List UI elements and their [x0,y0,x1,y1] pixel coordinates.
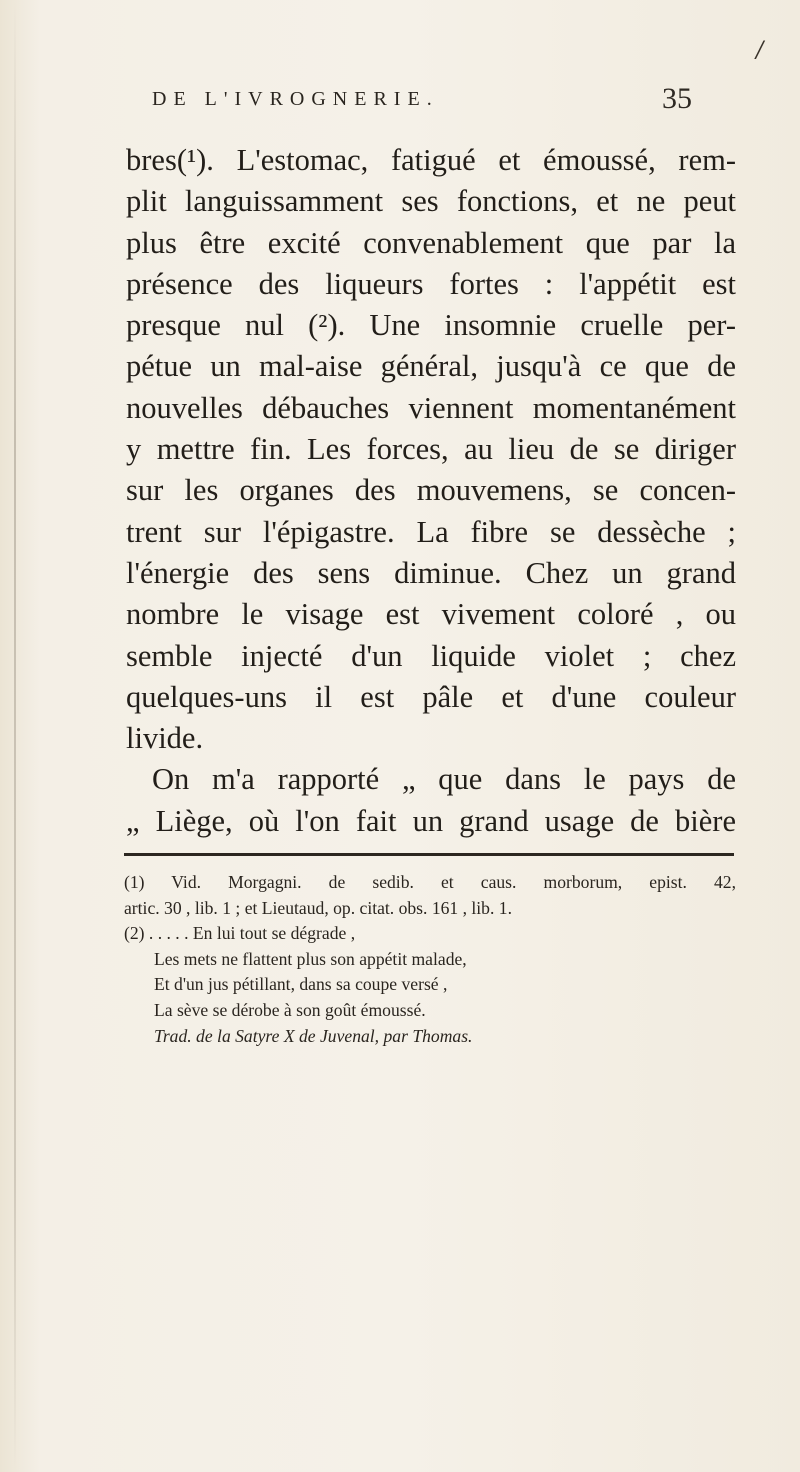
footnote-verse-line: La sève se dérobe à son goût émoussé. [154,999,426,1020]
footnote-verse-line: Et d'un jus pétillant, dans sa coupe versé , [154,974,448,995]
body-line: y mettre fin. Les forces, au lieu de se diriger [126,432,736,467]
corner-mark: / [756,38,764,63]
page-number: 35 [662,82,692,115]
body-line: présence des liqueurs fortes : l'appétit est [126,266,736,301]
body-line: l'énergie des sens diminue. Chez un grand [126,555,736,590]
body-line: „ Liège, où l'on fait un grand usage de bière [126,803,736,838]
footnote-rule [124,853,734,856]
body-line: bres(¹). L'estomac, fatigué et émoussé, rem- [126,143,736,177]
footnote-attribution: Trad. de la Satyre X de Juvenal, par Thomas. [154,1025,473,1046]
footnote-line: (1) Vid. Morgagni. de sedib. et caus. morborum, epist. 42, [124,872,736,892]
body-line: nombre le visage est vivement coloré , ou [126,597,736,632]
body-line: quelques-uns il est pâle et d'une couleur [126,679,736,714]
footnote-line: (2) . . . . . En lui tout se dégrade , [124,923,356,944]
body-line: semble injecté d'un liquide violet ; chez [126,638,736,673]
body-line: trent sur l'épigastre. La fibre se dessèche ; [126,514,736,549]
footnote-verse-line: Les mets ne flattent plus son appétit malade, [154,948,467,969]
page-binding-shadow [14,0,16,1472]
footnote-line: artic. 30 , lib. 1 ; et Lieutaud, op. citat. obs. 161 , lib. 1. [124,897,512,918]
body-text [126,140,736,842]
body-line: livide. [126,721,204,756]
running-head [152,82,712,122]
running-title: DE L'IVROGNERIE. [152,88,439,110]
body-line: nouvelles débauches viennent momentanément [126,390,736,425]
body-line: On m'a rapporté „ que dans le pays de [152,762,736,797]
body-line: sur les organes des mouvemens, se concen- [126,473,736,508]
footnotes [124,870,736,1049]
body-line: presque nul (²). Une insomnie cruelle per- [126,308,736,343]
body-line: plit languissamment ses fonctions, et ne peut [126,184,736,219]
body-line: plus être excité convenablement que par la [126,225,736,260]
body-line: pétue un mal-aise général, jusqu'à ce que de [126,349,736,384]
